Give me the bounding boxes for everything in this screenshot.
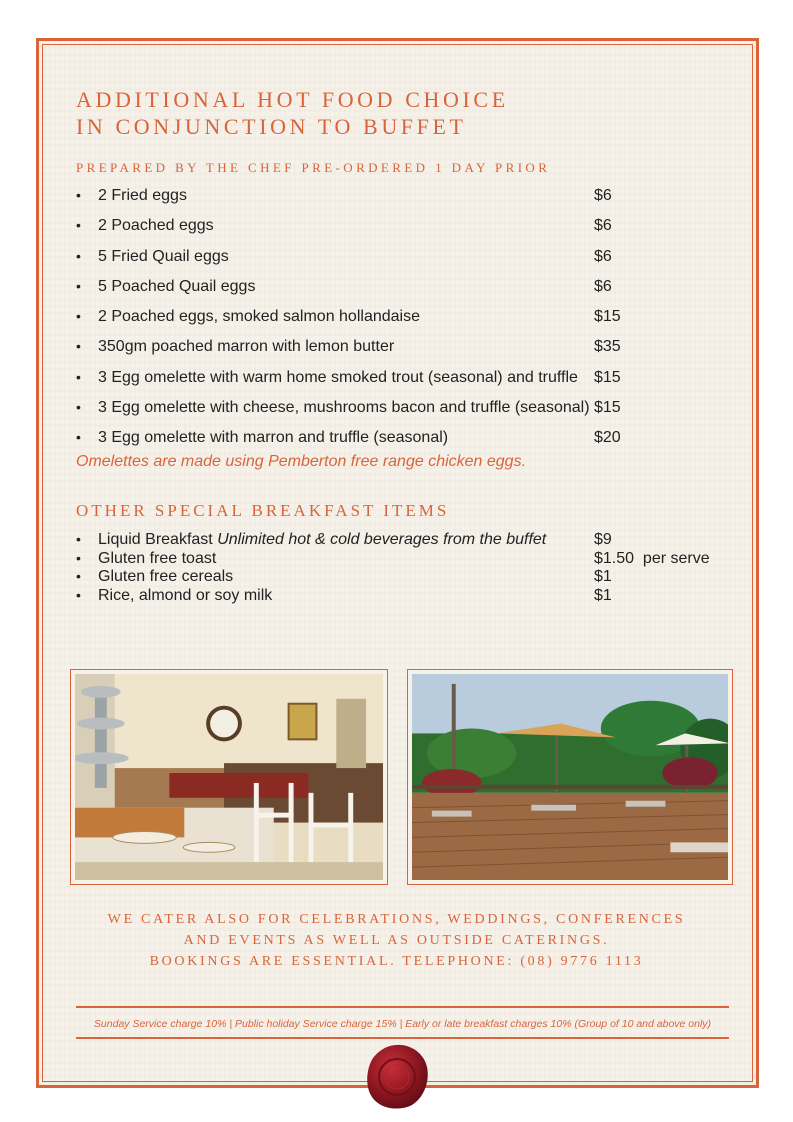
item-name: Rice, almond or soy milk [98, 586, 273, 604]
catering-line-1: WE CATER ALSO FOR CELEBRATIONS, WEDDINGS, CONFERENCES [107, 912, 686, 927]
dining-room-photo [70, 669, 388, 885]
list-item [76, 568, 726, 587]
list-item [76, 217, 726, 247]
bullet-icon: • [76, 247, 81, 264]
divider-bottom [76, 1037, 729, 1039]
service-charge-note: Sunday Service charge 10% | Public holiday Service charge 15% | Early or late breakfast charges 10% (Group of 10 and above only) [93, 1018, 712, 1030]
list-item [76, 248, 726, 278]
item-name: 2 Poached eggs, smoked salmon hollandaise [98, 308, 420, 326]
title-line-1: ADDITIONAL HOT FOOD CHOICE [76, 87, 509, 112]
item-price: $6 [594, 247, 612, 265]
bullet-icon: • [76, 429, 81, 446]
item-name: 5 Poached Quail eggs [98, 277, 256, 295]
item-name: 2 Fried eggs [98, 187, 187, 204]
bullet-icon: • [76, 217, 81, 234]
item-price: $6 [594, 187, 612, 204]
list-item [76, 278, 726, 308]
omelette-note: Omelettes are made using Pemberton free range chicken eggs. [76, 453, 527, 470]
page-title [76, 86, 509, 140]
bullet-icon: • [76, 277, 81, 294]
list-item [76, 338, 726, 368]
item-detail: Unlimited hot & cold beverages from the buffet [217, 531, 547, 548]
bullet-icon: • [76, 338, 81, 355]
item-price: $35 [594, 338, 621, 356]
item-name: Gluten free toast [98, 549, 217, 567]
item-name: 3 Egg omelette with warm home smoked trout (seasonal) and truffle [98, 368, 578, 386]
outdoor-deck-photo [407, 669, 733, 885]
special-items-title: OTHER SPECIAL BREAKFAST ITEMS [76, 501, 450, 520]
title-line-2: IN CONJUNCTION TO BUFFET [76, 114, 467, 139]
catering-notice [60, 909, 733, 972]
dining-room-image [75, 674, 383, 880]
bullet-icon: • [76, 187, 81, 203]
item-price: $6 [594, 217, 612, 235]
item-name: 2 Poached eggs [98, 217, 214, 235]
list-item [76, 369, 726, 399]
special-items-list [76, 531, 726, 605]
bullet-icon: • [76, 368, 81, 385]
bullet-icon: • [76, 586, 81, 603]
wax-seal-icon [364, 1043, 430, 1111]
list-item [76, 587, 726, 606]
item-price: $6 [594, 277, 612, 295]
bullet-icon: • [76, 568, 81, 584]
item-price: $9 [594, 531, 612, 548]
bullet-icon: • [76, 399, 81, 416]
bullet-icon: • [76, 308, 81, 325]
list-item [76, 187, 726, 217]
catering-line-2: AND EVENTS AS WELL AS OUTSIDE CATERINGS. [183, 933, 610, 948]
item-name [98, 531, 546, 549]
item-price: $15 [594, 399, 621, 417]
divider-top [76, 1006, 729, 1008]
item-name: 3 Egg omelette with cheese, mushrooms bacon and truffle (seasonal) [98, 399, 590, 417]
item-name: 3 Egg omelette with marron and truffle (seasonal) [98, 429, 449, 447]
catering-line-3: BOOKINGS ARE ESSENTIAL. TELEPHONE: (08) 9776 1113 [149, 954, 644, 969]
item-price: $15 [594, 308, 621, 326]
list-item [76, 531, 726, 550]
item-name: 350gm poached marron with lemon butter [98, 338, 395, 356]
item-name-text: Liquid Breakfast [98, 531, 213, 548]
bullet-icon: • [76, 549, 81, 566]
hot-food-list [76, 187, 726, 460]
bullet-icon: • [76, 531, 81, 547]
list-item [76, 550, 726, 569]
list-item [76, 399, 726, 429]
item-price: $15 [594, 368, 621, 386]
outdoor-deck-image [412, 674, 728, 880]
item-price: $1.50 per serve [594, 549, 710, 567]
item-price: $20 [594, 429, 621, 447]
item-name: 5 Fried Quail eggs [98, 247, 229, 265]
item-price: $1 [594, 568, 612, 585]
item-name: Gluten free cereals [98, 568, 234, 585]
list-item [76, 308, 726, 338]
prep-subheading: PREPARED BY THE CHEF PRE-ORDERED 1 DAY PRIOR [76, 160, 551, 175]
item-price: $1 [594, 586, 612, 604]
